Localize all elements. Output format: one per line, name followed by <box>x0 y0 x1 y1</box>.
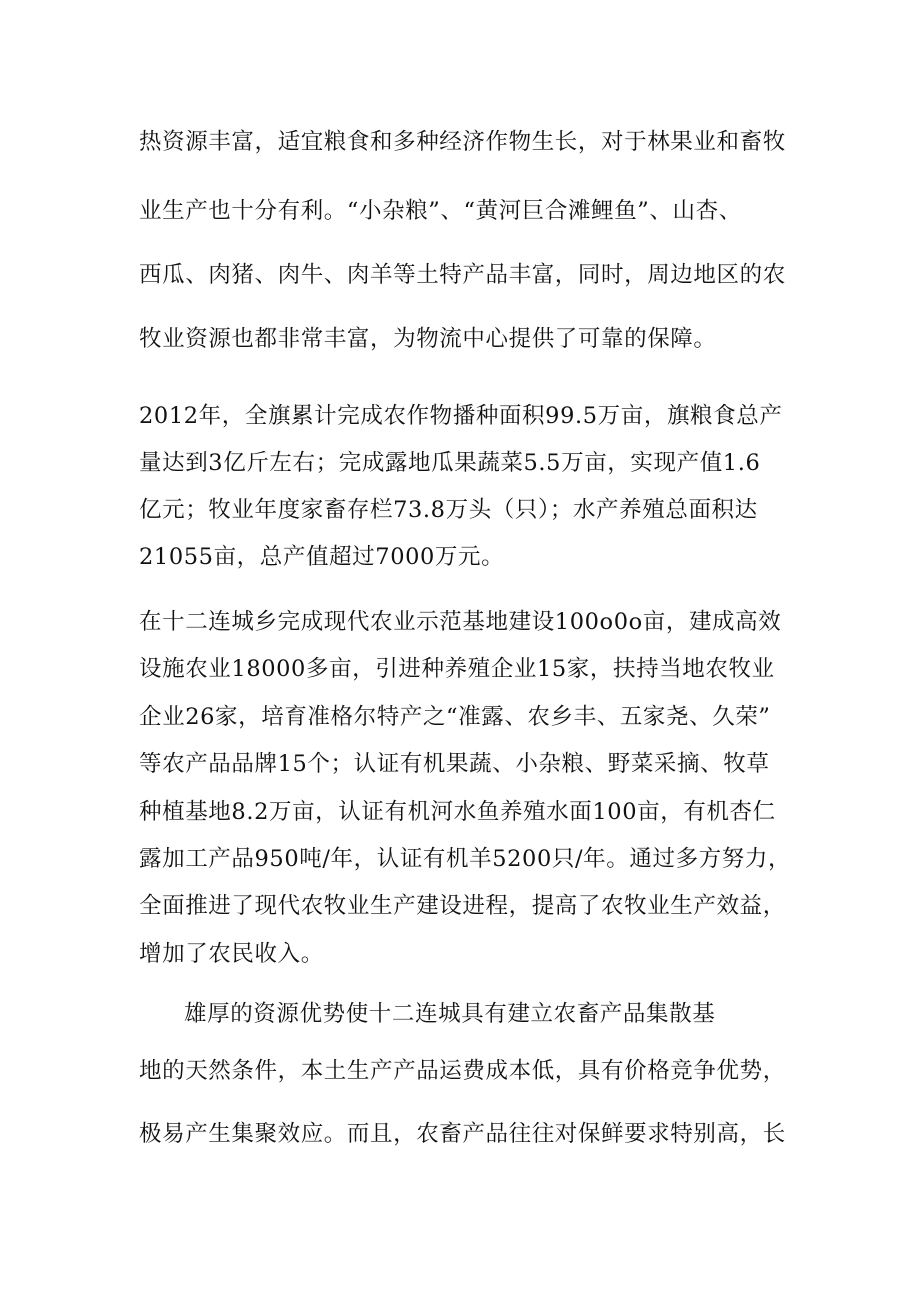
paragraph-3-line-8: 增加了农民收入。 <box>139 941 324 967</box>
paragraph-1-line-1: 热资源丰富，适宜粮食和多种经济作物生长，对于林果业和畜牧 <box>139 129 786 155</box>
paragraph-1-line-3: 西瓜、肉猪、肉牛、肉羊等土特产品丰富，同时，周边地区的农 <box>139 262 786 288</box>
paragraph-3-line-7: 全面推进了现代农牧业生产建设进程，提高了农牧业生产效益， <box>139 893 786 919</box>
paragraph-4-line-2: 地的天然条件，本土生产产品运费成本低，具有价格竞争优势， <box>139 1058 786 1084</box>
paragraph-3-line-6: 露加工产品950吨/年，认证有机羊5200只/年。通过多方努力， <box>139 846 792 872</box>
paragraph-1-line-2: 业生产也十分有利。“小杂粮”、“黄河巨合滩鲤鱼”、山杏、 <box>139 198 742 224</box>
paragraph-2-line-3: 亿元；牧业年度家畜存栏73.8万头（只）；水产养殖总面积达 <box>139 497 758 523</box>
paragraph-2-line-4: 21055亩，总产值超过7000万元。 <box>139 544 505 570</box>
paragraph-4-line-3: 极易产生集聚效应。而且，农畜产品往往对保鲜要求特别高，长 <box>139 1121 786 1147</box>
paragraph-3-line-2: 设施农业18000多亩，引进种养殖企业15家，扶持当地农牧业 <box>139 656 775 682</box>
paragraph-4-line-1: 雄厚的资源优势使十二连城具有建立农畜产品集散基 <box>184 1001 716 1027</box>
paragraph-3-line-3: 企业26家，培育准格尔特产之“准露、农乡丰、五家尧、久荣” <box>139 704 771 730</box>
paragraph-2-line-2: 量达到3亿斤左右；完成露地瓜果蔬菜5.5万亩，实现产值1.6 <box>139 450 761 476</box>
paragraph-2-line-1: 2012年，全旗累计完成农作物播种面积99.5万亩，旗粮食总产 <box>139 403 783 429</box>
paragraph-1-line-4: 牧业资源也都非常丰富，为物流中心提供了可靠的保障。 <box>139 326 717 352</box>
paragraph-3-line-4: 等农产品品牌15个；认证有机果蔬、小杂粮、野菜采摘、牧草 <box>139 751 770 777</box>
paragraph-3-line-1: 在十二连城乡完成现代农业示范基地建设100o0o亩，建成高效 <box>139 609 782 635</box>
paragraph-3-line-5: 种植基地8.2万亩，认证有机河水鱼养殖水面100亩，有机杏仁 <box>139 799 776 825</box>
